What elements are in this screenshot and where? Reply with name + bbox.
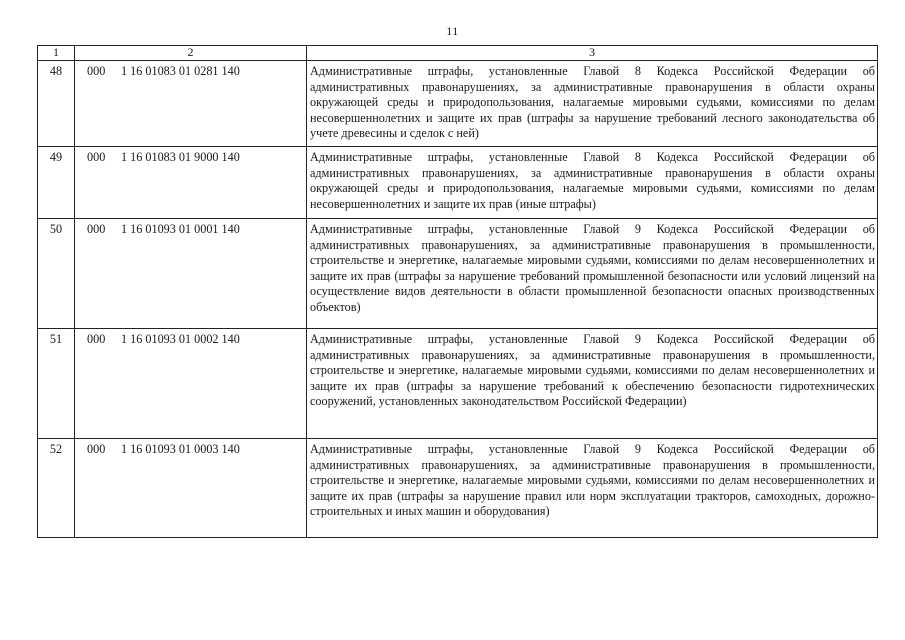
row-description: Административные штрафы, установленные Главой 9 Кодекса Российской Федерации об административных правонарушениях, за административные правонарушения в промышленности, строительстве и энергетике, налагаемые мировыми судьями, комиссиями по делам несовершеннолетних и защите их прав (штрафы за нарушение требований к обеспечению безопасности гидротехнических сооружений, установленных законодательством Российской Федерации): [307, 329, 878, 439]
row-number: 52: [38, 439, 75, 538]
header-col-2: 2: [75, 46, 307, 61]
budget-code: 1 16 01093 01 0001 140: [121, 222, 240, 236]
budget-code-cell: [75, 439, 307, 538]
row-description: Административные штрафы, установленные Главой 8 Кодекса Российской Федерации об административных правонарушениях, за административные правонарушения в области охраны окружающей среды и природопользования, налагаемые мировыми судьями, комиссиями по делам несовершеннолетних и защите их прав (иные штрафы): [307, 147, 878, 219]
row-number: 51: [38, 329, 75, 439]
admin-code: 000: [87, 222, 106, 236]
row-number: 49: [38, 147, 75, 219]
budget-code-cell: [75, 147, 307, 219]
table-row: [38, 147, 878, 219]
budget-code: 1 16 01093 01 0002 140: [121, 332, 240, 346]
admin-code: 000: [87, 442, 106, 456]
row-description: Административные штрафы, установленные Главой 9 Кодекса Российской Федерации об административных правонарушениях, за административные правонарушения в промышленности, строительстве и энергетике, налагаемые мировыми судьями, комиссиями по делам несовершеннолетних и защите их прав (штрафы за нарушение правил или норм эксплуатации тракторов, самоходных, дорожно-строительных и иных машин и оборудования): [307, 439, 878, 538]
budget-code-table: [37, 45, 878, 538]
admin-code: 000: [87, 64, 106, 78]
admin-code: 000: [87, 150, 106, 164]
header-col-3: 3: [307, 46, 878, 61]
row-number: 48: [38, 61, 75, 147]
table-row: [38, 219, 878, 329]
header-col-1: 1: [38, 46, 75, 61]
budget-code: 1 16 01083 01 0281 140: [121, 64, 240, 78]
admin-code: 000: [87, 332, 106, 346]
table-row: [38, 329, 878, 439]
budget-code: 1 16 01083 01 9000 140: [121, 150, 240, 164]
budget-code: 1 16 01093 01 0003 140: [121, 442, 240, 456]
budget-code-cell: [75, 61, 307, 147]
row-description: Административные штрафы, установленные Главой 9 Кодекса Российской Федерации об административных правонарушениях, за административные правонарушения в промышленности, строительстве и энергетике, налагаемые мировыми судьями, комиссиями по делам несовершеннолетних и защите их прав (штрафы за нарушение требований промышленной безопасности или условий лицензий на осуществление видов деятельности в области промышленной безопасности опасных производственных объектов): [307, 219, 878, 329]
table-row: [38, 61, 878, 147]
table-row: [38, 439, 878, 538]
page-number: 11: [446, 24, 459, 38]
row-description: Административные штрафы, установленные Главой 8 Кодекса Российской Федерации об административных правонарушениях, за административные правонарушения в области охраны окружающей среды и природопользования, налагаемые мировыми судьями, комиссиями по делам несовершеннолетних и защите их прав (штрафы за нарушение требований лесного законодательства об учете древесины и сделок с ней): [307, 61, 878, 147]
table-header-row: [38, 46, 878, 61]
row-number: 50: [38, 219, 75, 329]
budget-code-cell: [75, 329, 307, 439]
budget-code-cell: [75, 219, 307, 329]
